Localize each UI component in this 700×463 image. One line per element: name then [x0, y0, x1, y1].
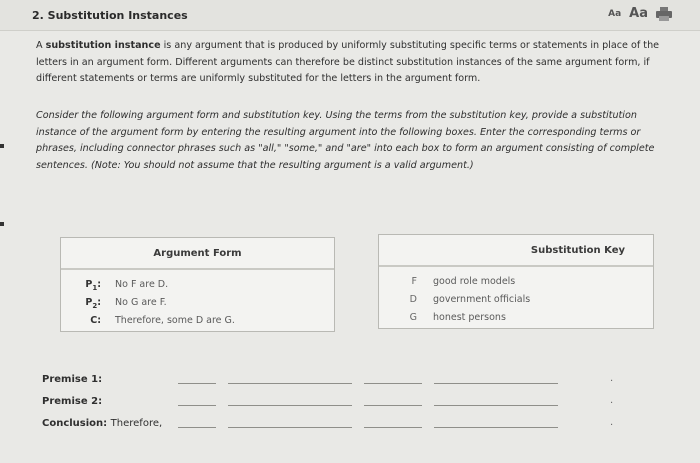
argument-row-statement: No F are D.	[115, 279, 169, 290]
key-row-term: good role models	[433, 276, 516, 287]
premise-2-blank-1[interactable]	[178, 405, 216, 406]
argument-form-title: Argument Form	[61, 238, 334, 270]
key-row-letter: D	[409, 294, 417, 305]
premise-1-period: .	[610, 373, 614, 384]
conclusion-blank-3[interactable]	[364, 427, 422, 428]
key-row-letter: F	[411, 276, 417, 287]
argument-row-label: $P_1$:	[85, 279, 101, 292]
key-row-term: honest persons	[433, 312, 506, 323]
instructions-paragraph: Consider the following argument form and substitution key. Using the terms from the substitution key, provide a substitution instance of the argument form by entering the resulting argument into the following boxes. Enter the corresponding terms or phrases, including connector phrases such as "all," "some," and "are" into each box to form an argument consisting of complete sentences. (Note: You should not assume that the resulting argument is a valid argument.)	[36, 110, 655, 171]
conclusion-period: .	[610, 417, 614, 428]
premise-2-blank-3[interactable]	[364, 405, 422, 406]
key-row	[379, 309, 653, 327]
premise-1-blank-4[interactable]	[434, 383, 558, 384]
premise-1-blank-2[interactable]	[228, 383, 352, 384]
intro-paragraph: A substitution instance is any argument that is produced by uniformly substituting specific terms or statements in place of the letters in an argument form. Different arguments can therefore be distinct substitution instances of the same argument form, if different statements or terms are uniformly substituted for the letters in the argument form.	[36, 40, 660, 84]
premise-2-period: .	[610, 395, 614, 406]
increase-font-button[interactable]: Aa	[629, 6, 648, 21]
argument-row-label: C:	[90, 315, 101, 326]
font-controls	[608, 6, 672, 21]
decrease-font-button[interactable]: Aa	[608, 8, 622, 19]
premise-2-blank-2[interactable]	[228, 405, 352, 406]
premise-1-label: Premise 1:	[42, 374, 103, 385]
argument-row-label: $P_2$:	[85, 297, 101, 310]
conclusion-blank-4[interactable]	[434, 427, 558, 428]
page-edge-marks	[0, 140, 6, 230]
premise-2-label: Premise 2:	[42, 396, 103, 407]
premise-1-blank-3[interactable]	[364, 383, 422, 384]
substitution-key-box	[378, 234, 654, 329]
substitution-key-title: Substitution Key	[379, 235, 653, 267]
argument-row	[61, 312, 334, 330]
key-row-term: government officials	[433, 294, 531, 305]
argument-row	[61, 294, 334, 312]
header-bar	[0, 0, 700, 31]
key-row-letter: G	[409, 312, 417, 323]
conclusion-label: Conclusion: Therefore,	[42, 418, 163, 429]
argument-form-box	[60, 237, 335, 332]
premise-2-row	[42, 394, 662, 414]
key-row	[379, 291, 653, 309]
section-title: 2. Substitution Instances	[32, 9, 188, 22]
term-substitution-instance: substitution instance	[45, 40, 161, 51]
conclusion-blank-1[interactable]	[178, 427, 216, 428]
conclusion-prefix: Therefore,	[110, 418, 163, 429]
argument-row-statement: Therefore, some D are G.	[115, 315, 235, 326]
premise-2-blank-4[interactable]	[434, 405, 558, 406]
conclusion-blank-2[interactable]	[228, 427, 352, 428]
premise-1-blank-1[interactable]	[178, 383, 216, 384]
key-row	[379, 273, 653, 291]
conclusion-row	[42, 416, 662, 436]
argument-row	[61, 276, 334, 294]
premise-1-row	[42, 372, 662, 392]
print-icon[interactable]	[656, 7, 672, 21]
argument-row-statement: No G are F.	[115, 297, 167, 308]
